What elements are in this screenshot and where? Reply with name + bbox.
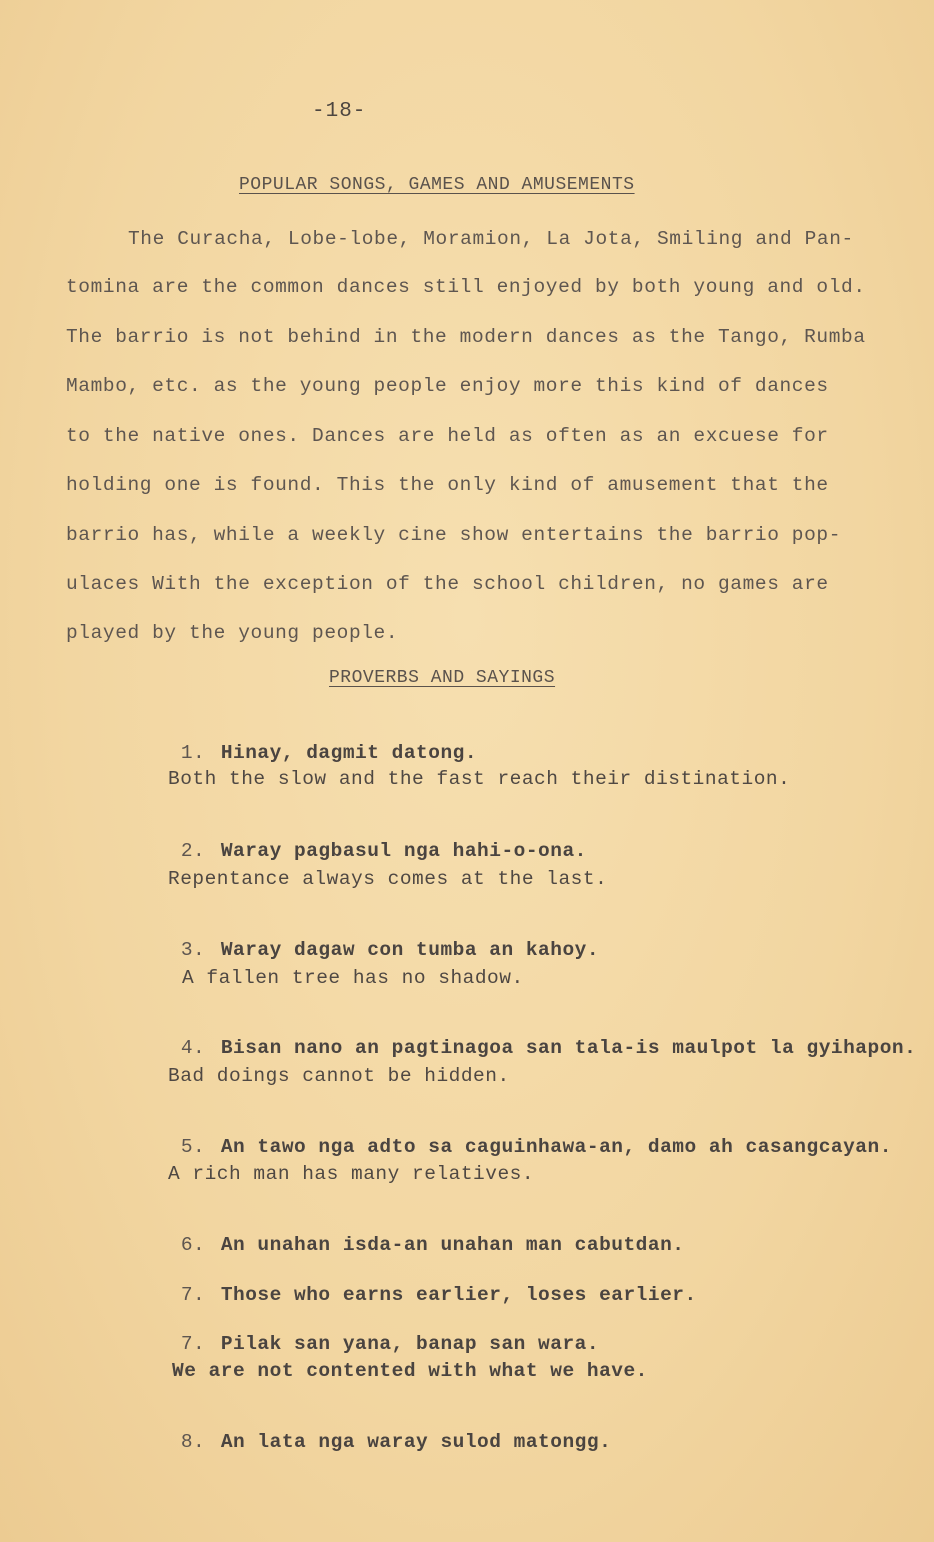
proverb-item [132,1409,611,1475]
proverb-text: Hinay, dagmit datong. [220,742,478,764]
proverb-translation: Repentance always comes at the last. [168,868,608,890]
proverb-number: 7. [180,1284,206,1306]
paragraph-line: barrio has, while a weekly cine show entertains the barrio pop- [66,524,842,546]
section-heading-songs: POPULAR SONGS, GAMES AND AMUSEMENTS [239,175,635,195]
proverb-translation: A rich man has many relatives. [168,1163,535,1185]
proverb-number: 2. [180,840,206,862]
proverb-number: 3. [180,939,206,961]
paragraph-line: ulaces With the exception of the school children, no games are [66,573,829,595]
proverb-translation: We are not contented with what we have. [172,1360,648,1382]
proverb-number: 4. [180,1037,206,1059]
proverb-translation: Both the slow and the fast reach their distination. [168,768,791,790]
proverb-text: Bisan nano an pagtinagoa san tala-is maulpot la gyihapon. [220,1037,917,1059]
proverb-translation: A fallen tree has no shadow. [182,967,524,989]
paragraph-line: Mambo, etc. as the young people enjoy more this kind of dances [66,375,829,397]
section-heading-proverbs: PROVERBS AND SAYINGS [329,668,556,688]
proverb-text: Waray dagaw con tumba an kahoy. [220,939,600,961]
proverb-text: An tawo nga adto sa caguinhawa-an, damo ah casangcayan. [220,1136,892,1158]
paragraph-line: to the native ones. Dances are held as often as an excuese for [66,425,829,447]
proverb-number: 7. [180,1333,206,1355]
proverb-number: 1. [180,742,206,764]
proverb-text: Waray pagbasul nga hahi-o-ona. [220,840,587,862]
paragraph-line: holding one is found. This the only kind of amusement that the [66,474,829,496]
proverb-translation: Bad doings cannot be hidden. [168,1065,510,1087]
proverb-text: Those who earns earlier, loses earlier. [220,1284,697,1306]
paragraph-line: The Curacha, Lobe-lobe, Moramion, La Jota, Smiling and Pan- [128,228,854,250]
paragraph-line: The barrio is not behind in the modern dances as the Tango, Rumba [66,326,866,348]
page-number: -18- [312,100,367,123]
proverb-text: Pilak san yana, banap san wara. [220,1333,600,1355]
proverb-text: An lata nga waray sulod matongg. [220,1431,612,1453]
paragraph-line: tomina are the common dances still enjoyed by both young and old. [66,276,866,298]
proverb-text: An unahan isda-an unahan man cabutdan. [220,1234,685,1256]
proverb-number: 8. [180,1431,206,1453]
paragraph-line: played by the young people. [66,622,399,644]
proverb-number: 6. [180,1234,206,1256]
proverb-number: 5. [180,1136,206,1158]
